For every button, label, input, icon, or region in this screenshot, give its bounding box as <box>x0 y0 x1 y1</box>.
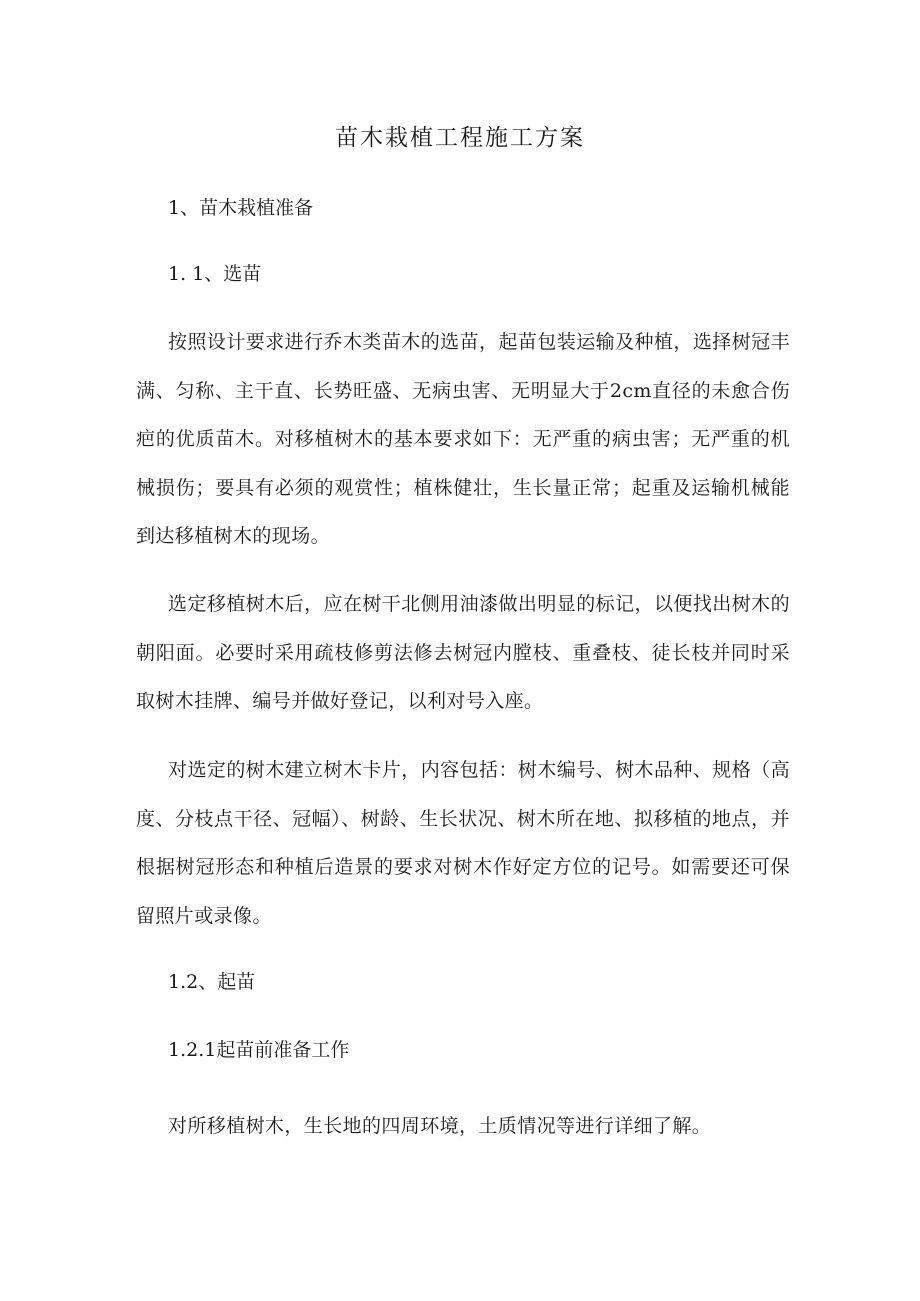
section-heading-1-2: 1.2、起苗 <box>168 971 256 993</box>
paragraph-tree-cards: 对选定的树木建立树木卡片，内容包括：树木编号、树木品种、规格（高度、分枝点干径、冠幅）、树龄、生长状况、树木所在地、拟移植的地点，并根据树冠形态和种植后造景的要求对树木作好定方位的记号。如需要还可保留照片或录像。 <box>136 759 790 927</box>
section-heading-1-1: 1. 1、选苗 <box>168 263 262 285</box>
paragraph-site-survey: 对所移植树木，生长地的四周环境，土质情况等进行详细了解。 <box>168 1115 712 1137</box>
document-title: 苗木栽植工程施工方案 <box>335 125 585 151</box>
section-heading-1-2-1: 1.2.1起苗前准备工作 <box>168 1039 350 1061</box>
paragraph-marking-trees: 选定移植树木后，应在树干北侧用油漆做出明显的标记，以便找出树木的朝阳面。必要时采用疏枝修剪法修去树冠内膛枝、重叠枝、徒长枝并同时采取树木挂牌、编号并做好登记，以利对号入座。 <box>136 593 790 713</box>
paragraph-seedling-selection: 按照设计要求进行乔木类苗木的选苗，起苗包装运输及种植，选择树冠丰满、匀称、主干直、长势旺盛、无病虫害、无明显大于2cm直径的未愈合伤疤的优质苗木。对移植树木的基本要求如下：无严重的病虫害；无严重的机械损伤；要具有必须的观赏性；植株健壮，生长量正常；起重及运输机械能到达移植树木的现场。 <box>136 331 790 548</box>
section-heading-1: 1、苗木栽植准备 <box>168 197 314 219</box>
